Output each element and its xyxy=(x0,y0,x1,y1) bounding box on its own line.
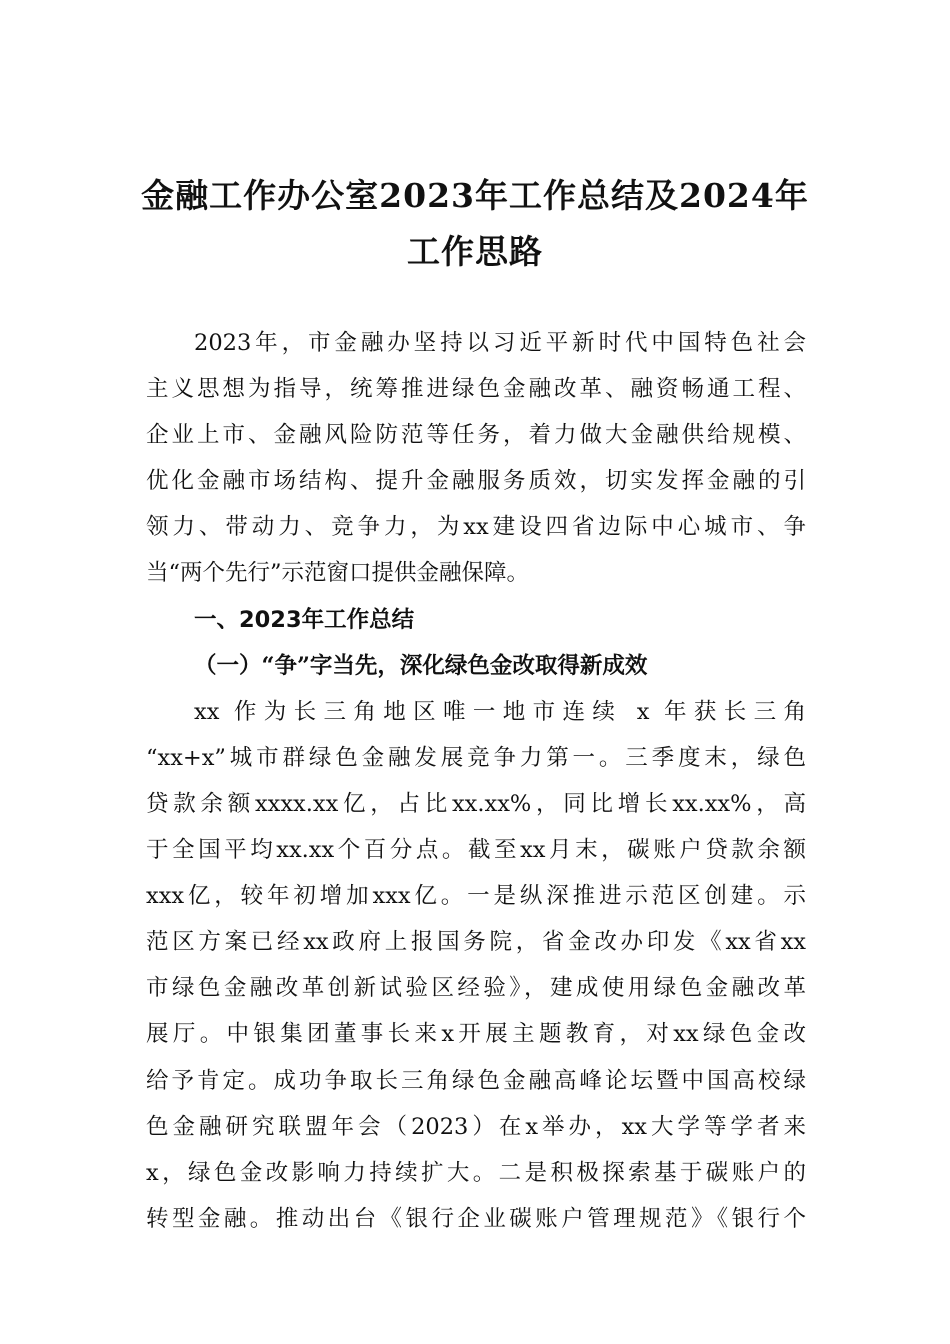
paragraph-line: 优化金融市场结构、提升金融服务质效，切实发挥金融的引 xyxy=(146,468,806,495)
document-title xyxy=(130,168,820,280)
document-body xyxy=(146,320,806,1242)
paragraph-line: 展厅。中银集团董事长来x开展主题教育，对xx绿色金改 xyxy=(146,1021,806,1048)
subsection-heading: （一）“争”字当先，深化绿色金改取得新成效 xyxy=(194,652,648,679)
section-heading: 一、2023年工作总结 xyxy=(194,606,415,633)
paragraph-line: 范区方案已经xx政府上报国务院，省金改办印发《xx省xx xyxy=(146,929,806,956)
title-line: 金融工作办公室2023年工作总结及2024年 xyxy=(141,176,809,215)
paragraph-line: x，绿色金改影响力持续扩大。二是积极探索基于碳账户的 xyxy=(146,1159,806,1186)
paragraph-line: 2023年，市金融办坚持以习近平新时代中国特色社会 xyxy=(194,330,806,356)
title-line: 工作思路 xyxy=(407,232,543,271)
paragraph-line: 于全国平均xx.xx个百分点。截至xx月末，碳账户贷款余额 xyxy=(146,837,806,864)
paragraph-line: xxx亿，较年初增加xxx亿。一是纵深推进示范区创建。示 xyxy=(146,883,806,910)
paragraph-line: 当“两个先行”示范窗口提供金融保障。 xyxy=(146,560,530,587)
paragraph-line: 给予肯定。成功争取长三角绿色金融高峰论坛暨中国高校绿 xyxy=(146,1067,806,1094)
paragraph-line: 贷款余额xxxx.xx亿，占比xx.xx%，同比增长xx.xx%，高 xyxy=(146,790,806,817)
paragraph-line: 转型金融。推动出台《银行企业碳账户管理规范》《银行个 xyxy=(146,1205,806,1232)
paragraph-line: “xx+x”城市群绿色金融发展竞争力第一。三季度末，绿色 xyxy=(146,744,806,771)
paragraph-line: xx 作为长三角地区唯一地市连续 x 年获长三角 xyxy=(194,698,806,725)
paragraph-line: 主义思想为指导，统筹推进绿色金融改革、融资畅通工程、 xyxy=(146,376,806,403)
paragraph-line: 市绿色金融改革创新试验区经验》，建成使用绿色金融改革 xyxy=(146,975,806,1002)
paragraph-line: 领力、带动力、竞争力，为xx建设四省边际中心城市、争 xyxy=(146,514,806,541)
paragraph-line: 企业上市、金融风险防范等任务，着力做大金融供给规模、 xyxy=(146,422,806,449)
paragraph-line: 色金融研究联盟年会（2023）在x举办，xx大学等学者来 xyxy=(146,1113,806,1140)
